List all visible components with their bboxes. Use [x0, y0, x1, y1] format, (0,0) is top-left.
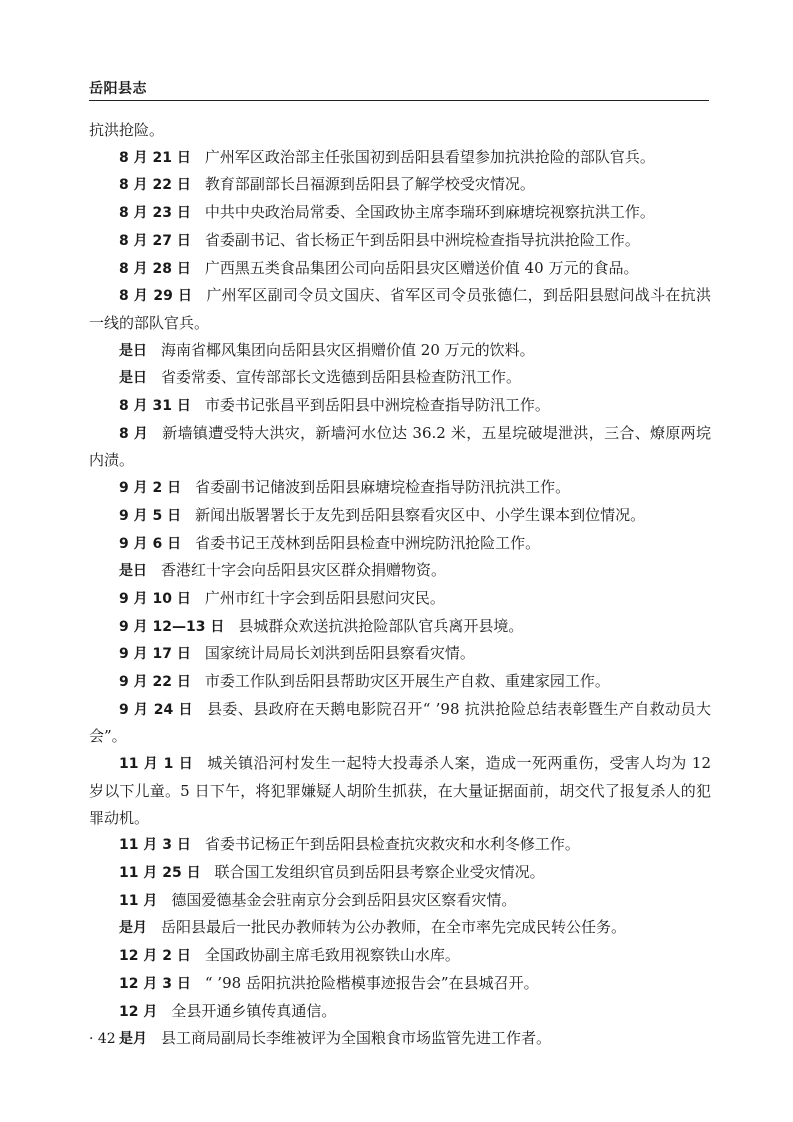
entry-text: 联合国工发组织官员到岳阳县考察企业受灾情况。: [214, 862, 545, 881]
entry-date: 9 月 22 日: [119, 674, 191, 691]
entry-text: 县工商局副局长李维被评为全国粮食市场监管先进工作者。: [161, 1029, 552, 1048]
entry-text: 全县开通乡镇传真通信。: [171, 1001, 337, 1020]
entry-text: 新墙镇遭受特大洪灾，新墙河水位达 36.2 米，五星垸破堤泄洪，三合、燎原两垸内渍。: [89, 423, 711, 470]
entry-text: 市委工作队到岳阳县帮助灾区开展生产自救、重建家园工作。: [204, 672, 610, 691]
chronicle-entry: [89, 970, 711, 998]
entry-text: 国家统计局局长刘洪到岳阳县察看灾情。: [204, 644, 475, 663]
entry-continuation: [89, 117, 711, 144]
chronicle-entry: [89, 831, 711, 859]
entry-text: 岳阳县最后一批民办教师转为公办教师，在全市率先完成民转公任务。: [161, 918, 627, 937]
entry-date: 8 月 22 日: [119, 177, 191, 194]
chronicle-entry: [89, 474, 711, 502]
chronicle-entry: [89, 502, 711, 530]
chronicle-entry: [89, 585, 711, 613]
entry-text: 市委书记张昌平到岳阳县中洲垸检查指导防汛工作。: [204, 396, 550, 415]
entry-text: “ ’98 岳阳抗洪抢险楷模事迹报告会”在县城召开。: [204, 973, 539, 992]
entry-text: 广州军区副司令员文国庆、省军区司令员张德仁，到岳阳县慰问战斗在抗洪一线的部队官兵。: [89, 286, 711, 332]
chronicle-entry: [89, 942, 711, 970]
entry-date: 11 月 3 日: [119, 837, 191, 854]
chronicle-entry: [89, 750, 711, 831]
chronicle-entry: [89, 914, 711, 942]
entry-date: 8 月 31 日: [119, 398, 191, 415]
running-header: [89, 76, 709, 101]
chronicle-entry: [89, 859, 711, 887]
chronicle-entry: [89, 998, 711, 1026]
entry-date: 8 月 23 日: [119, 205, 191, 222]
entry-date: 9 月 12—13 日: [119, 618, 225, 635]
chronicle-entry: [89, 530, 711, 558]
entry-date: 9 月 5 日: [119, 507, 182, 524]
entry-text: 省委书记王茂林到岳阳县检查中洲垸防汛抢险工作。: [195, 533, 541, 552]
chronicle-entry: [89, 392, 711, 420]
entry-date: 8 月 21 日: [119, 149, 191, 166]
chronicle-entries: [89, 117, 711, 1053]
entry-text: 广州军区政治部主任张国初到岳阳县看望参加抗洪抢险的部队官兵。: [204, 147, 655, 166]
entry-date: 9 月 17 日: [119, 646, 191, 663]
entry-text: 德国爱德基金会驻南京分会到岳阳县灾区察看灾情。: [171, 890, 517, 909]
chronicle-entry: [89, 282, 711, 336]
entry-date: 8 月 29 日: [119, 288, 193, 305]
entry-date: 是日: [119, 342, 147, 359]
entry-text: 省委常委、宣传部部长文选德到岳阳县检查防汛工作。: [161, 368, 522, 387]
entry-text: 全国政协副主席毛致用视察铁山水库。: [204, 946, 460, 965]
entry-text: 省委副书记储波到岳阳县麻塘垸检查指导防汛抗洪工作。: [195, 478, 571, 497]
entry-date: 是日: [119, 370, 147, 387]
header-title: 岳阳县志: [89, 81, 147, 97]
entry-date: 9 月 6 日: [119, 535, 182, 552]
entry-date: 12 月 3 日: [119, 975, 191, 992]
entry-text: 香港红十字会向岳阳县灾区群众捐赠物资。: [161, 561, 447, 580]
entry-text: 抗洪抢险。: [89, 121, 165, 139]
entry-text: 县委、县政府在天鹅电影院召开“ ’98 抗洪抢险总结表彰暨生产自救动员大会”。: [89, 699, 711, 746]
chronicle-entry: [89, 557, 711, 585]
entry-text: 城关镇沿河村发生一起特大投毒杀人案，造成一死两重伤，受害人均为 12 岁以下儿童。5 日下午，将犯罪嫌疑人胡阶生抓获，在大量证据面前，胡交代了报复杀人的犯罪动机。: [89, 754, 711, 827]
page-number: · 42 ·: [89, 1031, 125, 1047]
chronicle-entry: [89, 255, 711, 283]
entry-text: 教育部副部长吕福源到岳阳县了解学校受灾情况。: [204, 175, 535, 194]
entry-date: 11 月 1 日: [119, 756, 194, 773]
chronicle-entry: [89, 668, 711, 696]
chronicle-entry: [89, 887, 711, 915]
chronicle-entry: [89, 199, 711, 227]
entry-date: 11 月: [119, 892, 158, 909]
entry-date: 9 月 2 日: [119, 480, 182, 497]
chronicle-entry: [89, 613, 711, 641]
entry-text: 中共中央政治局常委、全国政协主席李瑞环到麻塘垸视察抗洪工作。: [204, 203, 655, 222]
entry-date: 8 月 27 日: [119, 232, 191, 249]
entry-text: 广西黑五类食品集团公司向岳阳县灾区赠送价值 40 万元的食品。: [204, 258, 639, 277]
chronicle-entry: [89, 227, 711, 255]
chronicle-entry: [89, 337, 711, 365]
chronicle-entry: [89, 364, 711, 392]
chronicle-entry: [89, 1025, 711, 1053]
entry-date: 12 月 2 日: [119, 948, 191, 965]
chronicle-entry: [89, 171, 711, 199]
chronicle-entry: [89, 420, 711, 474]
entry-date: 12 月: [119, 1003, 158, 1020]
entry-date: 8 月 28 日: [119, 260, 191, 277]
entry-text: 省委副书记、省长杨正午到岳阳县中洲垸检查指导抗洪抢险工作。: [204, 230, 640, 249]
entry-text: 新闻出版署署长于友先到岳阳县察看灾区中、小学生课本到位情况。: [195, 505, 646, 524]
entry-date: 8 月: [119, 425, 149, 442]
chronicle-entry: [89, 640, 711, 668]
entry-date: 9 月 10 日: [119, 590, 191, 607]
entry-date: 11 月 25 日: [119, 864, 201, 881]
entry-text: 海南省椰风集团向岳阳县灾区捐赠价值 20 万元的饮料。: [161, 340, 535, 359]
chronicle-entry: [89, 696, 711, 750]
entry-text: 县城群众欢送抗洪抢险部队官兵离开县境。: [238, 616, 524, 635]
entry-date: 是月: [119, 920, 147, 937]
entry-text: 省委书记杨正午到岳阳县检查抗灾救灾和水利冬修工作。: [204, 835, 580, 854]
chronicle-entry: [89, 144, 711, 172]
entry-date: 是日: [119, 563, 147, 580]
entry-text: 广州市红十字会到岳阳县慰问灾民。: [204, 588, 445, 607]
entry-date: 9 月 24 日: [119, 701, 193, 718]
entry-date: 是月: [119, 1031, 147, 1048]
